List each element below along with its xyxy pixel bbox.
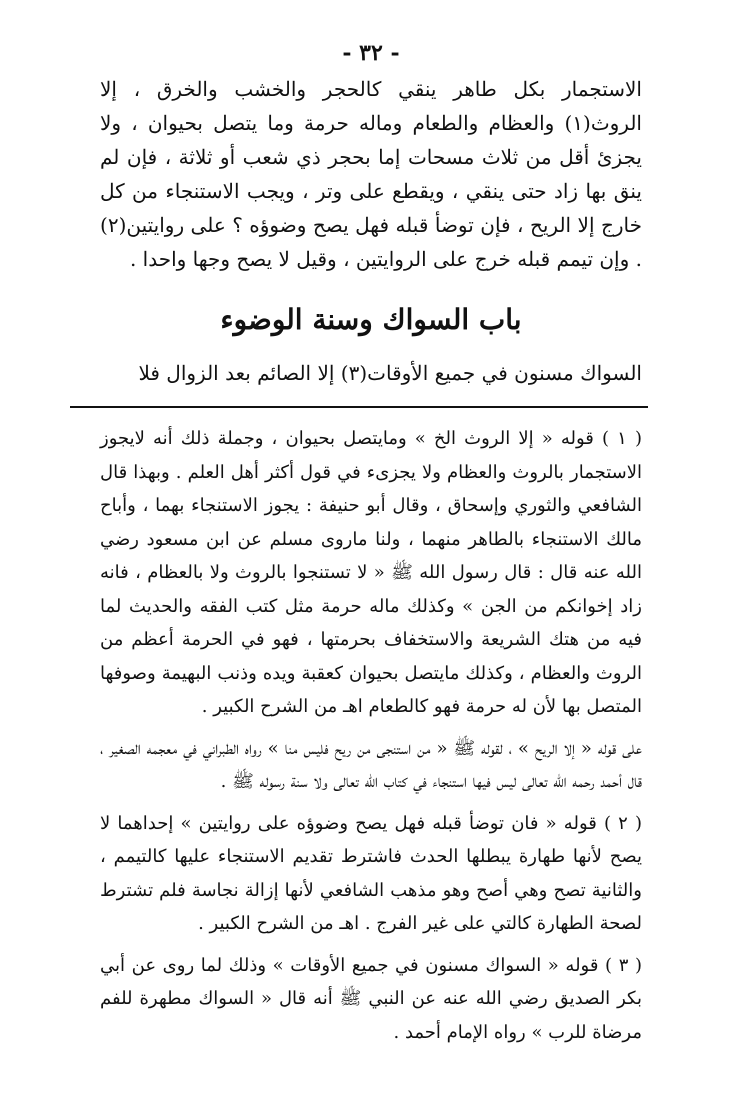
footnote-1: ( ١ ) قوله « إلا الروث الخ » ومايتصل بحيوان ، وجملة ذلك أنه لايجوز الاستجمار بالروث والعظام ولا يجزىء في قول أكثر أهل العلم . وبهذا قال الشافعي والثوري وإسحاق ، وقال أبو حنيفة : يجوز الاستنجاء بهما ، وأباح مالك الاستنجاء بالطاهر منهما ، ولنا ماروى مسلم عن ابن مسعود رضي الله عنه قال : قال رسول الله ﷺ « لا تستنجوا بالروث ولا بالعظام ، فانه زاد إخوانكم من الجن » وكذلك ماله حرمة مثل كتب الفقه والحديث لما فيه من هتك الشريعة والاستخفاف بحرمتها ، فهو في الحرمة أعظم من الروث والعظام ، وكذلك مايتصل بحيوان كعقبة ويده وذنب البهيمة وصوفها المتصل بها لأن له حرمة فهو كالطعام اهـ من الشرح الكبير . [100, 428, 642, 717]
footnote-2: ( ٢ ) قوله « فان توضأ قبله فهل يصح وضوؤه على روايتين » إحداهما لا يصح لأنها طهارة يبطلها الحدث فاشترط تقديم الاستنجاء عليها كالتيمم ، والثانية تصح وهي أصح وهو مذهب الشافعي لأنها إزالة نجاسة فلم تشترط لصحة الطهارة كالتي على غير الفرج . اهـ من الشرح الكبير . [100, 812, 642, 934]
chapter-title: باب السواك وسنة الوضوء [220, 303, 522, 336]
footnote-3: ( ٣ ) قوله « السواك مسنون في جميع الأوقات » وذلك لما روى عن أبي بكر الصديق رضي الله عنه عن النبي ﷺ أنه قال « السواك مطهرة للفم مرضاة للرب » رواه الإمام أحمد . [100, 954, 642, 1043]
footnote-divider [70, 406, 648, 408]
footnote-1-continued: على قوله « إلا الريح » ، لقوله ﷺ « من استنجى من ريح فليس منا » رواه الطبراني في معجمه الصغير ، قال أحمد رحمه الله تعالى ليس فيها استنجاء في كتاب الله تعالى ولا سنة رسوله ﷺ . [100, 737, 642, 792]
main-text [100, 72, 642, 276]
footnotes [100, 422, 642, 1049]
main-paragraph: الاستجمار بكل طاهر ينقي كالحجر والخشب والخرق ، إلا الروث(١) والعظام والطعام وماله حرمة وما يتصل بحيوان ، ولا يجزئ أقل من ثلاث مسحات إما بحجر ذي شعب أو ثلاثة ، فإن لم ينق بها زاد حتى ينقي ، ويقطع على وتر ، ويجب الاستنجاء من كل خارج إلا الريح ، فإن توضأ قبله فهل يصح وضوؤه ؟ على روايتين(٢) . وإن تيمم قبله خرج على الروايتين ، وقيل لا يصح وجها واحدا . [100, 77, 642, 271]
page-number: - ٣٢ - [342, 40, 400, 66]
chapter-intro: السواك مسنون في جميع الأوقات(٣) إلا الصائم بعد الزوال فلا [138, 361, 642, 385]
